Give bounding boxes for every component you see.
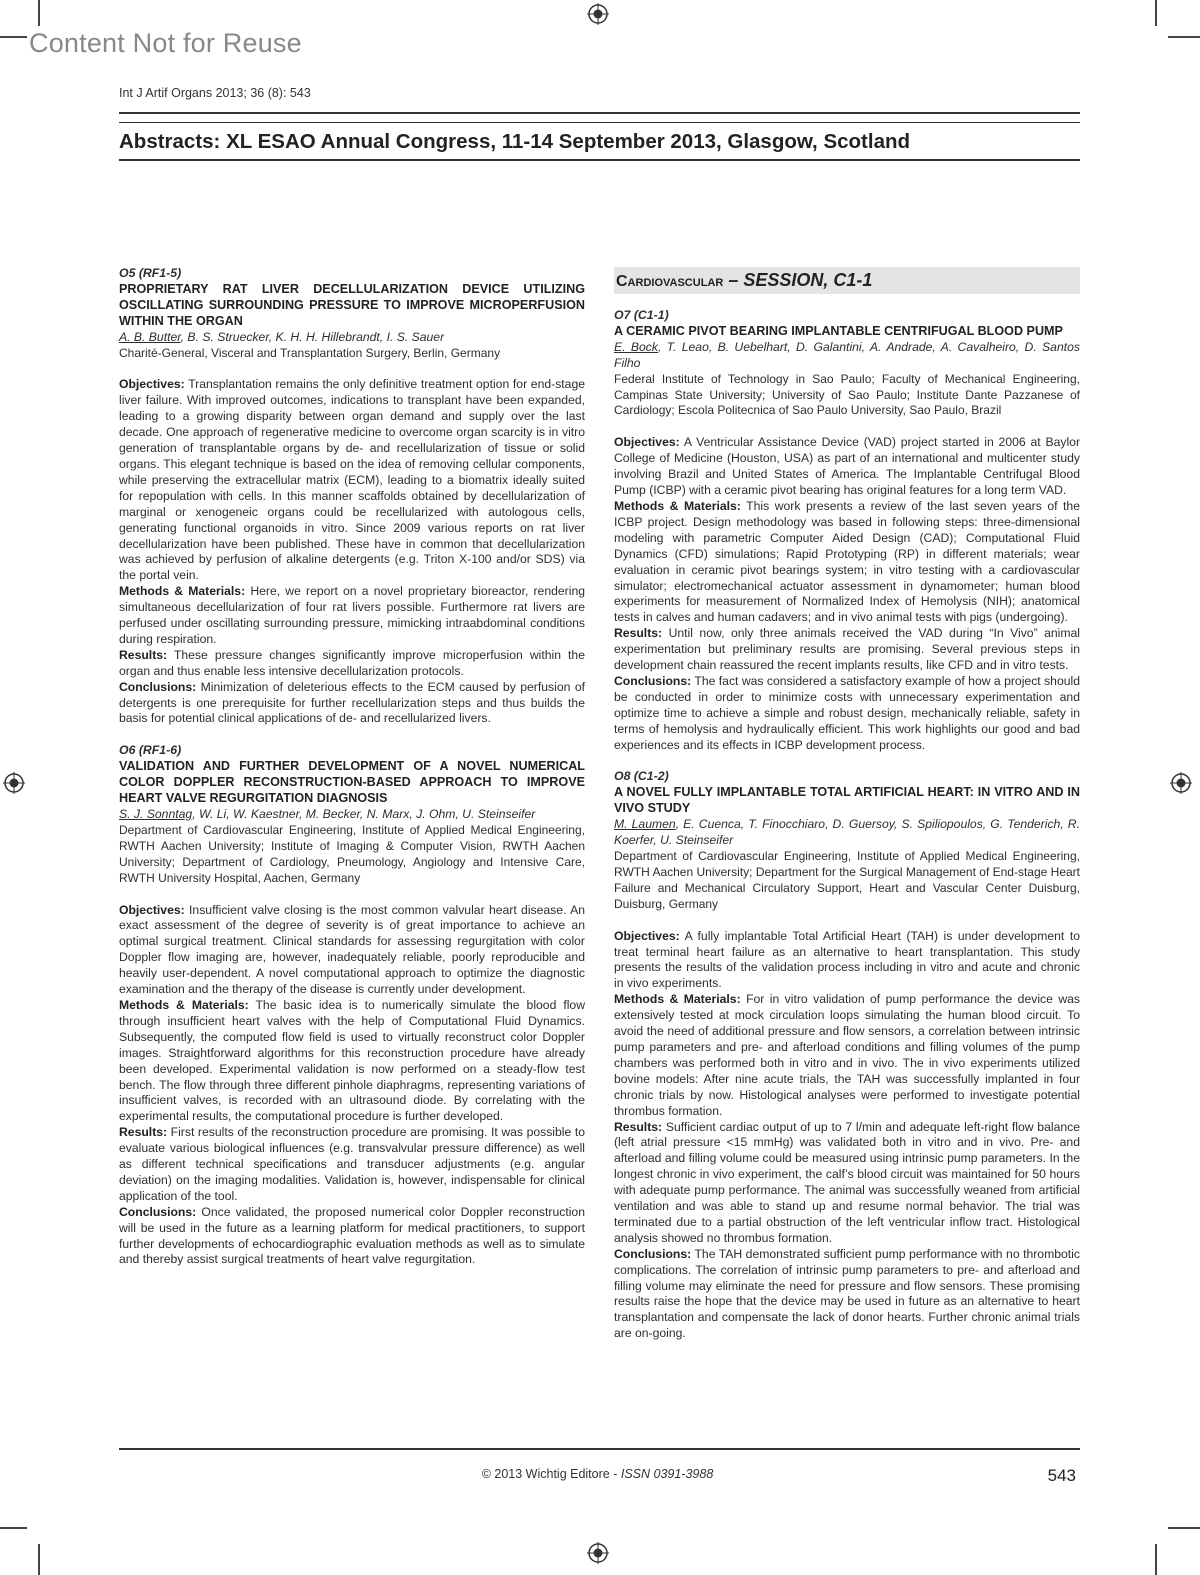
abstract-authors: [119, 330, 585, 346]
abstract-authors: [614, 817, 1080, 849]
abstract-title: A NOVEL FULLY IMPLANTABLE TOTAL ARTIFICIAL HEART: IN VITRO AND IN VIVO STUDY: [614, 785, 1080, 816]
abstract-affiliation: Department of Cardiovascular Engineering, Institute of Applied Medical Engineering, RWTH Aachen University; Department for the Surgical Management of End-stage Heart Failure and Mechanical Circulatory Support, Heart and Vascular Center Duisburg, Duisburg, Germany: [614, 849, 1080, 911]
section-text: A Ventricular Assistance Device (VAD) project started in 2006 at Baylor College of Medicine (Houston, USA) as part of an international and multicenter study involving Brazil and United States of America. The Implantable Centrifugal Blood Pump (ICBP) with a ceramic pivot bearing has original features for a long term VAD.: [614, 435, 1081, 498]
abstract-results: [119, 648, 585, 680]
session-name: Cardiovascular: [616, 273, 724, 290]
abstract-o7: [614, 308, 1080, 753]
co-authors: , E. Cuenca, T. Finocchiaro, D. Guersoy, S. Spiliopoulos, G. Tenderich, R. Koerfer, U. Steinseifer: [614, 817, 1080, 848]
abstract-authors: [614, 340, 1080, 372]
abstract-affiliation: Federal Institute of Technology in Sao Paulo; Faculty of Mechanical Engineering, Campinas State University; University of Sao Paulo; Institute Dante Pazzanese of Cardiology; Escola Politecnica of Sao Paulo University, Sao Paulo, Brazil: [614, 371, 1080, 418]
crop-mark: [0, 36, 27, 38]
section-label: Conclusions:: [119, 1204, 197, 1219]
abstract-methods: [614, 992, 1080, 1119]
presenting-author: S. J. Sonntag: [119, 807, 193, 821]
crop-mark: [0, 1527, 27, 1529]
section-text: Here, we report on a novel proprietary bioreactor, rendering simultaneous decellularization of four rat livers possible. Furthermore rat livers are perfused under oscillating surrounding pressure, mimicking intraabdominal conditions during respiration.: [119, 584, 585, 646]
registration-mark-icon: [1170, 772, 1192, 794]
crop-mark: [1168, 36, 1200, 38]
abstract-results: [119, 1125, 585, 1205]
section-label: Methods & Materials:: [614, 498, 741, 513]
registration-mark-icon: [587, 3, 609, 25]
section-label: Conclusions:: [614, 673, 692, 688]
abstract-conclusions: [119, 1205, 585, 1269]
abstract-affiliation: Charité-General, Visceral and Transplantation Surgery, Berlin, Germany: [119, 345, 501, 360]
section-label: Conclusions:: [614, 1246, 692, 1261]
abstract-methods: [119, 584, 585, 648]
abstract-o6: [119, 743, 585, 1268]
section-label: Results:: [119, 647, 168, 662]
footer-copyright: [0, 1467, 1195, 1481]
left-column: [119, 266, 585, 1268]
section-text: This work presents a review of the last seven years of the ICBP project. Design methodology was based in following steps: three-dimensional modeling with parametric Computer Aided Design (CAD); Computational Fluid Dynamics (CFD) simulations; Rapid Prototyping (RP) in different materials; wear evaluation in ceramic pivot bearings system; in vitro testing with a cardiovascular simulator; electromechanical actuator assessment in dynamometer; human blood experiments for measurement of Normalized Index of Hemolysis (NIH); anatomical tests in calves and human cadavers; and in vivo animal tests with pigs (undergoing).: [614, 498, 1080, 625]
section-text: Once validated, the proposed numerical color Doppler reconstruction will be used in the future as a learning platform for medical practitioners, to support further developments of echocardiographic evaluation methods as well as to simulate and thereby assist surgical treatments of heart valve regurgitation.: [119, 1204, 585, 1267]
header-rule-thin: [119, 122, 1080, 123]
section-label: Results:: [119, 1125, 168, 1140]
co-authors: , B. S. Struecker, K. H. H. Hillebrandt, I. S. Sauer: [180, 329, 445, 344]
section-label: Results:: [614, 626, 663, 641]
abstract-methods: [119, 998, 585, 1125]
session-code: – SESSION, C1-1: [728, 270, 873, 290]
footer-rule: [119, 1448, 1080, 1450]
section-text: First results of the reconstruction procedure are promising. It was possible to evaluate various biological influences (e.g. transvalvular pressure difference) as well as different technical specifications and transducer adjustments (e.g. angular deviation) on the imaging modalities. Validation is, however, indispensable for clinical application of the tool.: [119, 1125, 585, 1203]
abstract-code: O6 (RF1-6): [119, 743, 182, 758]
co-authors: , T. Leao, B. Uebelhart, D. Galantini, A. Andrade, A. Cavalheiro, D. Santos Filho: [614, 339, 1080, 370]
registration-mark-icon: [587, 1542, 609, 1564]
section-text: Sufficient cardiac output of up to 7 l/min and adequate left-right flow balance (left atrial pressure <15 mmHg) was validated both in vitro and in vivo. Pre- and afterload and filling volume could be measured using intrinsic pump parameters. In the longest chronic in vivo experiment, the calf’s blood circuit was maintained for 50 hours with adequate pump performance. The animal was successfully weaned from artificial ventilation and was able to stand up and resume normal behavior. The trial was terminated due to a partial obstruction of the left ventricular inflow tract. Histological analysis showed no thrombus formation.: [614, 1119, 1080, 1245]
presenting-author: E. Bock: [614, 339, 658, 354]
right-column: [614, 266, 1080, 1342]
section-text: Until now, only three animals received the VAD during “In Vivo” animal experimentation but preliminary results are promising. Several previous steps in development chain reassured the recent implants results, like CFD and in vitro tests.: [614, 626, 1080, 673]
abstract-o5: [119, 266, 585, 727]
issn: ISSN 0391-3988: [620, 1467, 714, 1481]
section-label: Objectives:: [119, 902, 185, 917]
abstract-objectives: [119, 903, 585, 998]
section-label: Objectives:: [614, 928, 680, 943]
abstract-conclusions: [614, 1247, 1080, 1342]
abstract-code: O7 (C1-1): [614, 308, 669, 322]
crop-mark: [38, 1544, 40, 1575]
session-header: [614, 267, 1080, 294]
journal-citation: Int J Artif Organs 2013; 36 (8): 543: [119, 86, 311, 100]
watermark: Content Not for Reuse: [29, 28, 302, 58]
section-label: Objectives:: [614, 435, 680, 450]
section-label: Conclusions:: [119, 679, 197, 694]
section-label: Results:: [614, 1119, 663, 1134]
abstract-affiliation: Department of Cardiovascular Engineering, Institute of Applied Medical Engineering, RWTH Aachen University; Institute of Imaging & Computer Vision, RWTH Aachen University; Department of Cardiology, Pneumology, Angiology and Intensive Care, RWTH University Hospital, Aachen, Germany: [119, 822, 585, 885]
co-authors: , W. Li, W. Kaestner, M. Becker, N. Marx, J. Ohm, U. Steinseifer: [192, 807, 536, 821]
abstract-code: O5 (RF1-5): [119, 266, 182, 280]
section-text: Minimization of deleterious effects to the ECM caused by perfusion of detergents is one prerequisite for further recellularization steps and thus builds the basis for potential clinical applications of de- and recellularized livers.: [119, 679, 585, 726]
crop-mark: [1155, 1544, 1157, 1575]
presenting-author: A. B. Butter: [119, 329, 181, 344]
abstract-objectives: [614, 435, 1080, 499]
registration-mark-icon: [3, 772, 25, 794]
section-label: Methods & Materials:: [119, 584, 246, 599]
crop-mark: [1155, 0, 1157, 26]
header-rule-top: [119, 112, 1080, 114]
section-text: The basic idea is to numerically simulate the blood flow through insufficient heart valves with the help of Computational Fluid Dynamics. Subsequently, the computed flow field is used to virtually reconstruct color Doppler images. Straightforward algorithms for this reconstruction procedure have already been developed. Experimental validation is now performed on a steady-flow test bench. The flow through three different pinhole diaphragms, representing variations of insufficient valves, is recorded with an ultrasound diode. By correlating with the experimental results, the computational procedure is further developed.: [119, 997, 585, 1124]
section-label: Methods & Materials:: [614, 992, 741, 1007]
section-text: For in vitro validation of pump performance the device was extensively tested at mock circulation loops simulating the human blood circuit. To avoid the need of additional pressure and flow sensors, a correlation between intrinsic pump parameters and pre- and afterload conditions and filling volumes of the pump chambers was performed both in vitro and in vivo. The in vivo experiments utilized bovine models: After nine acute trials, the TAH was successfully implanted in four chronic trials by now. Histological analyses were performed to investigate potential thrombus formation.: [614, 992, 1080, 1118]
abstract-authors: [119, 807, 585, 823]
page-number: 543: [1047, 1466, 1076, 1485]
abstract-o8: [614, 769, 1080, 1342]
abstract-methods: [614, 499, 1080, 626]
abstract-results: [614, 1120, 1080, 1247]
section-text: These pressure changes significantly improve microperfusion within the organ and thus enable less intensive decellularization protocols.: [119, 647, 585, 678]
abstract-conclusions: [119, 680, 585, 728]
crop-mark: [1168, 1527, 1200, 1529]
section-text: A fully implantable Total Artificial Heart (TAH) is under development to treat terminal heart failure as an alternative to heart transplantation. This study presents the results of the validation process including in vitro and acute and chronic in vivo experiments.: [614, 928, 1080, 991]
section-text: Insufficient valve closing is the most common valvular heart disease. An exact assessment of the degree of severity is of great importance to achieve an optimal surgical treatment. Clinical standards for assessing regurgitation with color Doppler flow imaging are, however, inadequately reliable, poorly reproducible and heavily user-dependent. A novel computational approach to optimize the diagnostic examination and the therapy of the disease is currently under development.: [119, 902, 585, 997]
page-title: Abstracts: XL ESAO Annual Congress, 11-14 September 2013, Glasgow, Scotland: [119, 130, 911, 153]
section-text: Transplantation remains the only definitive treatment option for end-stage liver failure. With improved outcomes, indications to transplant have been expanded, leading to a growing disparity between organ demand and supply over the last decade. One approach of regenerative medicine to overcome organ scarcity is in vitro generation of transplantable organs by de- and recellularization of tissue or solid organs. This elegant technique is based on the idea of removing cellular components, while preserving the extracellular matrix (ECM), leading to a biomatrix ideally suited for repopulation with cells. In this manner scaffolds obtained by decellularization of marginal or xenogeneic organs could be recellularized with autologous cells, generating functional organoids in vitro. Since 2009 various reports on rat liver decellularization have been published. These have in common that decellularization was achieved by perfusion of alkaline detergents (e.g. Triton X-100 and/or SDS) via the portal vein.: [119, 377, 586, 583]
abstract-title: PROPRIETARY RAT LIVER DECELLULARIZATION DEVICE UTILIZING OSCILLATING SURROUNDING PRESSURE TO IMPROVE MICROPERFUSION WITHIN THE ORGAN: [119, 281, 585, 328]
abstract-objectives: [614, 929, 1080, 993]
abstract-title: VALIDATION AND FURTHER DEVELOPMENT OF A NOVEL NUMERICAL COLOR DOPPLER RECONSTRUCTION-BASED APPROACH TO IMPROVE HEART VALVE REGURGITATION DIAGNOSIS: [119, 759, 585, 806]
presenting-author: M. Laumen: [614, 817, 676, 832]
abstract-code: O8 (C1-2): [614, 769, 669, 784]
abstract-conclusions: [614, 674, 1080, 754]
abstract-title: A CERAMIC PIVOT BEARING IMPLANTABLE CENTRIFUGAL BLOOD PUMP: [614, 323, 1063, 338]
section-text: The TAH demonstrated sufficient pump performance with no thrombotic complications. The correlation of intrinsic pump parameters to pre- and afterload and filling volume may eliminate the need for pressure and flow sensors. These promising results raise the hope that the device may be used in future as an alternative to heart transplantation and compensate the lack of donor hearts. Further chronic animal trials are on-going.: [614, 1246, 1080, 1341]
abstract-results: [614, 626, 1080, 674]
abstract-objectives: [119, 377, 585, 584]
section-text: The fact was considered a satisfactory example of how a project should be conducted in order to minimize costs with unnecessary experimentation and optimize time to achieve a simple and robust design, mechanically reliable, safety in terms of hemolysis and hydraulically efficient. This work highlights our good and bad experiences and its effects in ICBP development process.: [614, 673, 1080, 752]
copyright-text: © 2013 Wichtig Editore -: [481, 1467, 621, 1481]
crop-mark: [38, 0, 40, 26]
header-rule-bottom: [119, 159, 1080, 161]
section-label: Methods & Materials:: [119, 997, 249, 1012]
section-label: Objectives:: [119, 377, 185, 392]
